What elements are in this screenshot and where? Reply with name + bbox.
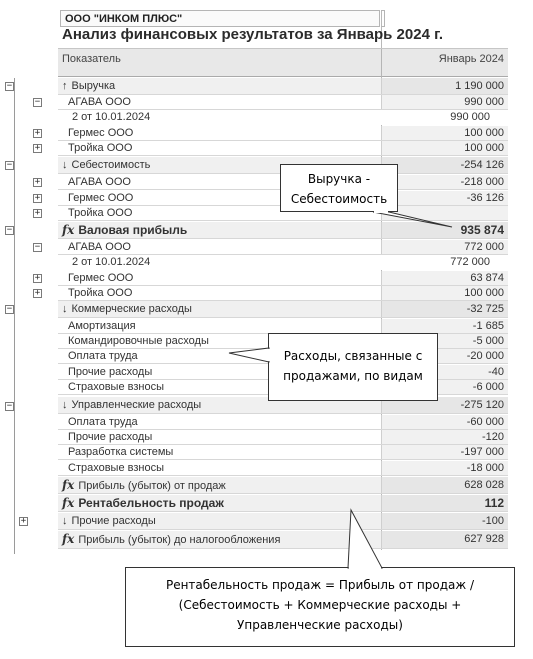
row-ae-salary[interactable] [58,415,508,430]
row-label: Оплата труда [68,416,138,428]
report-title: Анализ финансовых результатов за Январь 2024 г. [62,26,443,43]
plus-box-icon[interactable]: + [34,273,41,283]
row-value: 627 928 [464,533,504,545]
row-label: Рентабельность продаж [78,496,224,510]
arrow-down-icon: ↓ [62,303,68,315]
row-revenue-agava[interactable] [58,95,508,110]
row-value: -60 000 [466,416,504,428]
row-gp-germes[interactable] [58,271,508,286]
plus-box-icon[interactable]: + [34,208,41,218]
arrow-down-icon: ↓ [62,159,68,171]
row-value: -6 000 [472,381,504,393]
row-value: -218 000 [460,176,504,188]
row-label: Тройка ООО [68,207,133,219]
row-value: 100 000 [464,142,504,154]
callout-pointer [269,334,270,335]
plus-box-icon[interactable]: + [34,193,41,203]
row-label: Себестоимость [71,159,151,171]
row-ae-insurance[interactable] [58,461,508,476]
fx-icon: fx [62,496,75,510]
row-label: Гермес ООО [68,127,134,139]
row-value: 772 000 [464,241,504,253]
row-value: -1 685 [472,320,504,332]
row-pretax-profit[interactable] [58,531,508,549]
row-sales-profit[interactable] [58,477,508,494]
row-label: Прочие расходы [68,366,153,378]
row-value: -40 [488,366,504,378]
row-ae-other[interactable] [58,430,508,445]
row-selling-expenses[interactable] [58,301,508,318]
row-value: -197 000 [460,446,504,458]
minus-box-icon[interactable]: − [34,97,41,107]
row-value: 990 000 [464,96,504,108]
row-revenue-doc[interactable] [44,110,490,125]
row-gp-doc[interactable] [44,255,490,270]
row-label: Тройка ООО [68,287,133,299]
fx-icon: fx [62,223,75,237]
row-label: Командировочные расходы [68,335,209,347]
row-label: Прибыль (убыток) от продаж [78,480,226,492]
minus-box-icon[interactable]: − [6,401,13,411]
row-se-amort[interactable] [58,319,508,334]
row-value: 772 000 [450,256,490,268]
row-value: -18 000 [466,462,504,474]
row-value: -5 000 [472,335,504,347]
row-revenue[interactable] [58,78,508,95]
row-label: АГАВА ООО [68,241,131,253]
row-value: 990 000 [450,111,490,123]
row-value: -20 000 [466,350,504,362]
callout-line: Управленческие расходы) [237,618,403,632]
row-label: Коммерческие расходы [71,303,192,315]
table-header [58,48,508,77]
row-label: Прочие расходы [71,515,156,527]
row-label: Гермес ООО [68,192,134,204]
header-indicator: Показатель [62,53,121,65]
row-value: -120 [481,431,504,443]
row-value: 100 000 [464,287,504,299]
callout-selling-expenses [268,333,438,401]
row-label: 2 от 10.01.2024 [72,256,151,268]
callout-line: (Себестоимость + Коммерческие расходы + [178,598,462,612]
callout-line: продажами, по видам [283,369,423,383]
row-gp-troika[interactable] [58,286,508,301]
minus-box-icon[interactable]: − [6,160,13,170]
fx-icon: fx [62,478,75,492]
callout-line: Выручка - [307,172,371,186]
plus-box-icon[interactable]: + [20,516,27,526]
row-value: 63 874 [470,272,504,284]
plus-box-icon[interactable]: + [34,177,41,187]
arrow-down-icon: ↓ [62,515,68,527]
plus-box-icon[interactable]: + [34,143,41,153]
row-value: 112 [484,496,504,510]
arrow-down-icon: ↓ [62,399,68,411]
row-label: Прибыль (убыток) до налогообложения [78,534,281,546]
row-value: -254 126 [460,159,504,171]
row-value: 628 028 [464,479,504,491]
row-label: Прочие расходы [68,431,153,443]
row-label: Гермес ООО [68,272,134,284]
row-value: 1 190 000 [455,80,504,92]
callout-pointer [281,165,282,166]
callout-line: Расходы, связанные с [283,349,423,363]
row-label: 2 от 10.01.2024 [72,111,151,123]
row-label: Выручка [71,80,116,92]
company-cell-edge [381,10,385,27]
minus-box-icon[interactable]: − [6,304,13,314]
row-value: -100 [481,515,504,527]
minus-box-icon[interactable]: − [34,242,41,252]
plus-box-icon[interactable]: + [34,128,41,138]
row-label: АГАВА ООО [68,176,131,188]
row-revenue-troika[interactable] [58,141,508,156]
row-sales-margin[interactable] [58,495,508,512]
row-ae-dev[interactable] [58,445,508,460]
row-value: 935 874 [460,223,504,237]
callout-line: Рентабельность продаж = Прибыль от продаж / [165,578,475,592]
callout-pointer [126,568,127,569]
row-gp-agava[interactable] [58,240,508,255]
row-value: -275 120 [460,399,504,411]
row-label: Валовая прибыль [78,223,188,237]
company-name: ООО "ИНКОМ ПЛЮС" [60,10,380,27]
callout-line: Себестоимость [290,192,388,206]
plus-box-icon[interactable]: + [34,288,41,298]
row-label: Оплата труда [68,350,138,362]
row-label: Амортизация [68,320,136,332]
minus-box-icon[interactable]: − [6,81,13,91]
header-period: Январь 2024 [438,53,504,65]
row-label: Страховые взносы [68,381,164,393]
callout-revenue-minus-cost [280,164,398,212]
fx-icon: fx [62,532,75,546]
row-label: АГАВА ООО [68,96,131,108]
row-label: Управленческие расходы [71,399,202,411]
row-value: 100 000 [464,127,504,139]
header-divider [381,49,382,77]
arrow-up-icon: ↑ [62,80,68,92]
row-label: Тройка ООО [68,142,133,154]
minus-box-icon[interactable]: − [6,225,13,235]
row-value: -36 126 [466,192,504,204]
row-label: Разработка системы [68,446,174,458]
row-other-expenses[interactable] [58,513,508,530]
callout-margin-formula [125,567,515,647]
row-label: Страховые взносы [68,462,164,474]
row-value: -32 725 [466,303,504,315]
row-revenue-germes[interactable] [58,126,508,141]
